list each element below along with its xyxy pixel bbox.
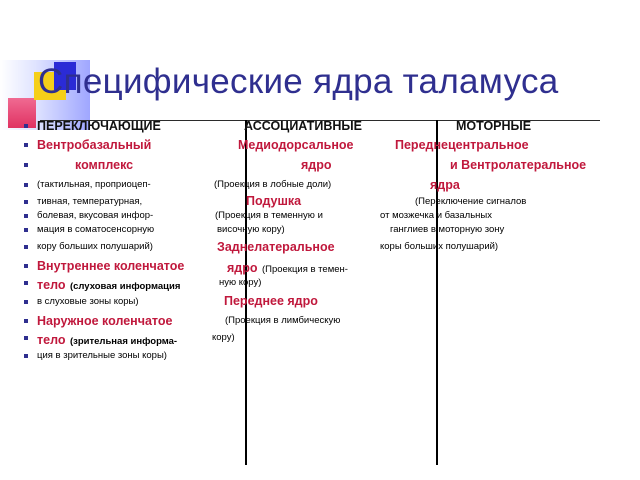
auditory-description: (слуховая информация (69, 281, 181, 292)
nucleus-anterior: Переднее ядро (224, 294, 318, 308)
auditory-description-rest: в слуховые зоны коры) (37, 296, 139, 307)
column-divider-1 (245, 120, 247, 465)
medial-geniculate-body-word: тело (37, 278, 66, 292)
ventrobasal-description: мация в соматосенсорную (37, 224, 155, 235)
motor-description: ганглиев в моторную зону (390, 224, 505, 235)
bullet-marker (24, 143, 28, 147)
motor-description: (Переключение сигналов (415, 196, 527, 207)
nucleus-mediodorsal: Медиодорсальное (238, 138, 354, 152)
bullet-marker (24, 214, 28, 218)
column-header-motor: МОТОРНЫЕ (456, 119, 532, 133)
bullet-marker (24, 354, 28, 358)
lateral-posterior-core (227, 260, 348, 276)
pulvinar-description: височную кору) (217, 224, 285, 235)
visual-description-rest: ция в зрительные зоны коры) (37, 350, 167, 361)
nucleus-lateral-geniculate: Наружное коленчатое (37, 314, 173, 328)
bullet-marker (24, 163, 28, 167)
nucleus-lateral-posterior: Заднелатеральное (217, 240, 335, 254)
ventrobasal-description: тивная, температурная, (37, 196, 143, 207)
column-divider-2 (436, 120, 438, 465)
mediodorsal-description: (Проекция в лобные доли) (214, 179, 332, 190)
nucleus-ventrolateral: и Вентролатеральное (450, 158, 587, 172)
bullet-marker (24, 336, 28, 340)
lateral-posterior-core-word: ядро (227, 261, 258, 275)
decor-square-pink (8, 98, 36, 128)
bullet-marker (24, 319, 28, 323)
bullet-marker (24, 124, 28, 128)
bullet-marker (24, 264, 28, 268)
nucleus-medial-geniculate: Внутреннее коленчатое (37, 259, 185, 273)
nucleus-ventrobasal-complex: комплекс (75, 158, 134, 172)
lateral-geniculate-body-word: тело (37, 333, 66, 347)
medial-geniculate-body (37, 277, 180, 293)
motor-description: коры больших полушарий) (380, 241, 499, 252)
lateral-posterior-description-rest: ную кору) (219, 277, 262, 288)
bullet-marker (24, 183, 28, 187)
nucleus-mediodorsal-core: ядро (301, 158, 332, 172)
bullet-marker (24, 245, 28, 249)
motor-description: от мозжечка и базальных (380, 210, 492, 221)
ventrobasal-description: кору больших полушарий) (37, 241, 153, 252)
slide-title: Специфические ядра таламуса (38, 62, 559, 101)
bullet-marker (24, 300, 28, 304)
nucleus-anterior-central: Переднецентральное (395, 138, 529, 152)
bullet-marker (24, 200, 28, 204)
lateral-posterior-description: (Проекция в темен- (261, 264, 348, 275)
ventrobasal-description: (тактильная, проприоцеп- (37, 179, 151, 190)
anterior-description: (Проекция в лимбическую (225, 315, 341, 326)
nucleus-pulvinar: Подушка (246, 194, 302, 208)
column-header-switching: ПЕРЕКЛЮЧАЮЩИЕ (37, 119, 161, 133)
pulvinar-description: (Проекция в теменную и (215, 210, 323, 221)
lateral-geniculate-body (37, 332, 177, 348)
visual-description: (зрительная информа- (69, 336, 178, 347)
anterior-description: кору) (212, 332, 235, 343)
nucleus-ventrobasal: Вентробазальный (37, 138, 152, 152)
column-header-associative: АССОЦИАТИВНЫЕ (244, 119, 362, 133)
bullet-marker (24, 281, 28, 285)
nucleus-motor-cores: ядра (430, 178, 460, 192)
bullet-marker (24, 228, 28, 232)
ventrobasal-description: болевая, вкусовая инфор- (37, 210, 154, 221)
